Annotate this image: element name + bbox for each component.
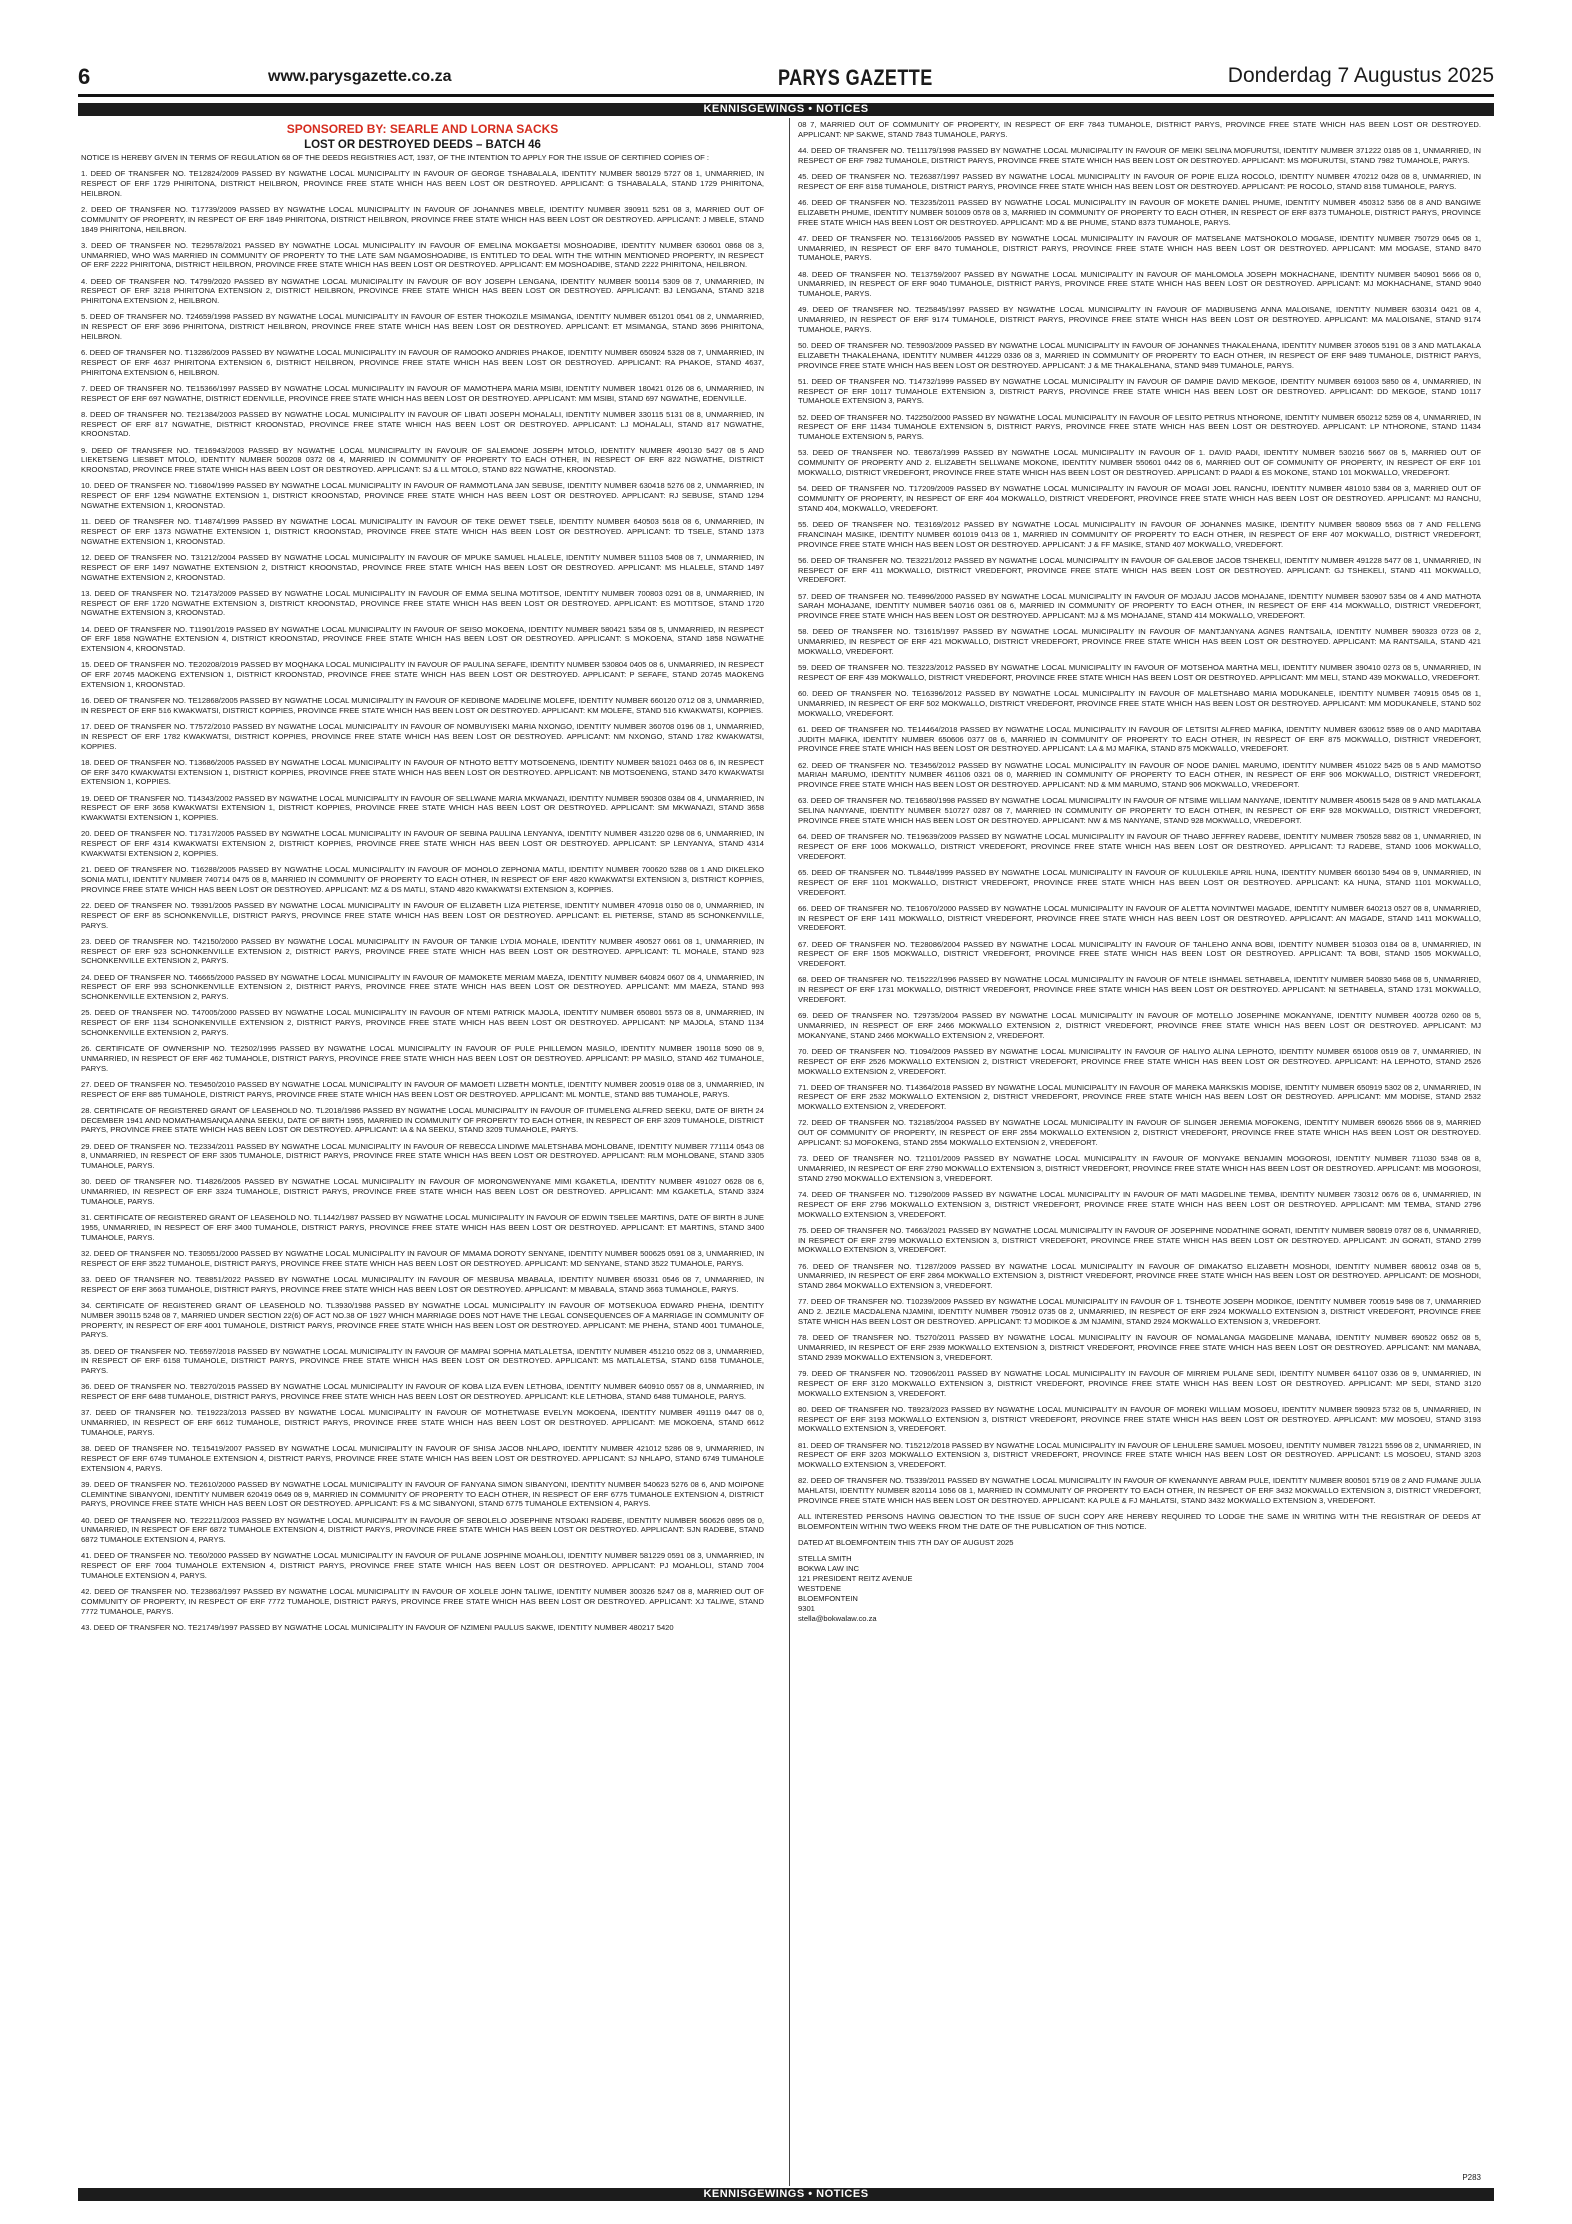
email-address[interactable]: stella@bokwalaw.co.za xyxy=(798,1614,877,1624)
masthead-rule xyxy=(78,94,1494,97)
deed-entry: 66. DEED OF TRANSFER NO. TE10670/2000 PASSED BY NGWATHE LOCAL MUNICIPALITY IN FAVOUR OF ALETTA NOVINTWEI MAGADE, IDENTITY NUMBER 640213 0527 08 8, UNMARRIED, IN RESPECT OF ERF 1411 MOKWALLO, DISTRICT VREDEFORT, PROVINCE FREE STATE WHICH HAS BEEN LOST OR DESTROYED. APPLICANT: AN MAGADE, STAND 1411 MOKWALLO, VREDEFORT. xyxy=(798,903,1481,933)
deed-entry: 72. DEED OF TRANSFER NO. T32185/2004 PASSED BY NGWATHE LOCAL MUNICIPALITY IN FAVOUR OF SLINGER JEREMIA MOFOKENG, IDENTITY NUMBER 690626 5566 08 9, MARRIED OUT OF COMMUNITY OF PROPERTY, IN RESPECT OF ERF 2554 MOKWALLO EXTENSION 2, DISTRICT VREDEFORT, PROVINCE FREE STATE WHICH HAS BEEN LOST OR DESTROYED. APPLICANT: SJ MOFOKENG, STAND 2554 MOKWALLO EXTENSION 2, VREDEFORT. xyxy=(798,1118,1481,1148)
deed-list-right xyxy=(798,120,1481,1506)
address-line: 9301 xyxy=(798,1604,815,1614)
notice-intro: NOTICE IS HEREBY GIVEN IN TERMS OF REGULATION 68 OF THE DEEDS REGISTRIES ACT, 1937, OF THE INTENTION TO APPLY FOR THE ISSUE OF CERTIFIED COPIES OF : xyxy=(81,153,710,162)
deed-entry: 64. DEED OF TRANSFER NO. TE19639/2009 PASSED BY NGWATHE LOCAL MUNICIPALITY IN FAVOUR OF THABO JEFFREY RADEBE, IDENTITY NUMBER 750528 5882 08 1, UNMARRIED, IN RESPECT OF ERF 1006 MOKWALLO, DISTRICT VREDEFORT, PROVINCE FREE STATE WHICH HAS BEEN LOST OR DESTROYED. APPLICANT: TJ RADEBE, STAND 1006 MOKWALLO, VREDEFORT. xyxy=(798,832,1481,861)
deed-entry: 29. DEED OF TRANSFER NO. TE2334/2011 PASSED BY NGWATHE LOCAL MUNICIPALITY IN FAVOUR OF REBECCA LINDIWE MALETSHABA MOHLOBANE, IDENTITY NUMBER 771114 0543 08 8, UNMARRIED, IN RESPECT OF ERF 3305 TUMAHOLE, DISTRICT PARYS, PROVINCE FREE STATE WHICH HAS BEEN LOST OR DESTROYED. APPLICANT: RLM MOHLOBANE, STAND 3305 TUMAHOLE, PARYS. xyxy=(81,1141,764,1171)
deed-entry: 24. DEED OF TRANSFER NO. T46665/2000 PASSED BY NGWATHE LOCAL MUNICIPALITY IN FAVOUR OF MAMOKETE MERIAM MAEZA, IDENTITY NUMBER 640824 0607 08 4, UNMARRIED, IN RESPECT OF ERF 993 SCHONKENVILLE EXTENSION 2, DISTRICT PARYS, PROVINCE FREE STATE WHICH HAS BEEN LOST OR DESTROYED. APPLICANT: MM MAEZA, STAND 993 SCHONKENVILLE EXTENSION 2, PARYS. xyxy=(81,972,764,1002)
deed-entry: 17. DEED OF TRANSFER NO. T7572/2010 PASSED BY NGWATHE LOCAL MUNICIPALITY IN FAVOUR OF NOMBUYISEKI MARIA NXONGO, IDENTITY NUMBER 360708 0196 08 1, UNMARRIED, IN RESPECT OF ERF 1782 KWAKWATSI, DISTRICT KOPPIES, PROVINCE FREE STATE WHICH HAS BEEN LOST OR DESTROYED. APPLICANT: NM NXONGO, STAND 1782 KWAKWATSI, KOPPIES. xyxy=(81,722,764,751)
deed-entry: 30. DEED OF TRANSFER NO. T14826/2005 PASSED BY NGWATHE LOCAL MUNICIPALITY IN FAVOUR OF MORONGWENYANE MIMI KGAKETLA, IDENTITY NUMBER 491027 0628 08 6, UNMARRIED, IN RESPECT OF ERF 3324 TUMAHOLE, DISTRICT PARYS, PROVINCE FREE STATE WHICH HAS BEEN LOST OR DESTROYED. APPLICANT: MM KGAKETLA, STAND 3324 TUMAHOLE, PARYS. xyxy=(81,1177,764,1207)
column-divider xyxy=(789,118,790,2186)
deed-entry: 51. DEED OF TRANSFER NO. T14732/1999 PASSED BY NGWATHE LOCAL MUNICIPALITY IN FAVOUR OF DAMPIE DAVID MEKGOE, IDENTITY NUMBER 691003 5850 08 4, UNMARRIED, IN RESPECT OF ERF 10117 TUMAHOLE EXTENSION 3, DISTRICT PARYS, PROVINCE FREE STATE WHICH HAS BEEN LOST OR DESTROYED. APPLICANT: DD MEKGOE, STAND 10117 TUMAHOLE EXTENSION 3, PARYS. xyxy=(798,376,1481,406)
deed-entry: 60. DEED OF TRANSFER NO. TE16396/2012 PASSED BY NGWATHE LOCAL MUNICIPALITY IN FAVOUR OF MALETSHABO MARIA MODUKANELE, IDENTITY NUMBER 740915 0545 08 1, UNMARRIED, IN RESPECT OF ERF 502 MOKWALLO, DISTRICT VREDEFORT, PROVINCE FREE STATE WHICH HAS BEEN LOST OR DESTROYED. APPLICANT: MM MODUKANELE, STAND 502 MOKWALLO, VREDEFORT. xyxy=(798,689,1481,718)
deed-entry: 15. DEED OF TRANSFER NO. TE20208/2019 PASSED BY MOQHAKA LOCAL MUNICIPALITY IN FAVOUR OF PAULINA SEFAFE, IDENTITY NUMBER 530804 0405 08 6, UNMARRIED, IN RESPECT OF ERF 20745 MAOKENG EXTENSION 1, DISTRICT KROONSTAD, PROVINCE FREE STATE WHICH HAS BEEN LOST OR DESTROYED. APPLICANT: P SEFAFE, STAND 20745 MAOKENG EXTENSION 1, KROONSTAD. xyxy=(81,660,764,689)
deed-entry: 22. DEED OF TRANSFER NO. T9391/2005 PASSED BY NGWATHE LOCAL MUNICIPALITY IN FAVOUR OF ELIZABETH LIZA PIETERSE, IDENTITY NUMBER 470918 0150 08 0, UNMARRIED, IN RESPECT OF ERF 85 SCHONKENVILLE, DISTRICT PARYS, PROVINCE FREE STATE WHICH HAS BEEN LOST OR DESTROYED. APPLICANT: EL PIETERSE, STAND 85 SCHONKENVILLE, PARYS. xyxy=(81,901,764,930)
notice-column-right xyxy=(798,120,1481,2183)
deed-entry: 50. DEED OF TRANSFER NO. TE5903/2009 PASSED BY NGWATHE LOCAL MUNICIPALITY IN FAVOUR OF JOHANNES THAKALEHANA, IDENTITY NUMBER 370605 5191 08 3 AND MATLAKALA ELIZABETH THAKALEHANA, IDENTITY NUMBER 441229 0336 08 3, MARRIED IN COMMUNITY OF PROPERTY TO EACH OTHER, IN RESPECT OF ERF 9489 TUMAHOLE, DISTRICT PARYS, PROVINCE FREE STATE WHICH HAS BEEN LOST OR DESTROYED. APPLICANT: J & ME THAKALEHANA, STAND 9489 TUMAHOLE, PARYS. xyxy=(798,341,1481,370)
deed-entry: 47. DEED OF TRANSFER NO. TE13166/2005 PASSED BY NGWATHE LOCAL MUNICIPALITY IN FAVOUR OF MATSELANE MATSHOKOLO MOGASE, IDENTITY NUMBER 750729 0645 08 1, UNMARRIED, IN RESPECT OF ERF 8470 TUMAHOLE, DISTRICT PARYS, PROVINCE FREE STATE WHICH HAS BEEN LOST OR DESTROYED. APPLICANT: MM MOGASE, STAND 8470 TUMAHOLE, PARYS. xyxy=(798,233,1481,263)
deed-entry: 32. DEED OF TRANSFER NO. TE30551/2000 PASSED BY NGWATHE LOCAL MUNICIPALITY IN FAVOUR OF MMAMA DOROTY SENYANE, IDENTITY NUMBER 500625 0591 08 3, UNMARRIED, IN RESPECT OF ERF 3522 TUMAHOLE, DISTRICT PARYS, PROVINCE FREE STATE WHICH HAS BEEN LOST OR DESTROYED. APPLICANT: MD SENYANE, STAND 3522 TUMAHOLE, PARYS. xyxy=(81,1249,764,1268)
deed-entry: 13. DEED OF TRANSFER NO. T21473/2009 PASSED BY NGWATHE LOCAL MUNICIPALITY IN FAVOUR OF EMMA SELINA MOTITSOE, IDENTITY NUMBER 700803 0291 08 8, UNMARRIED, IN RESPECT OF ERF 1720 NGWATHE EXTENSION 3, DISTRICT KROONSTAD, PROVINCE FREE STATE WHICH HAS BEEN LOST OR DESTROYED. APPLICANT: ES MOTITSOE, STAND 1720 NGWATHE EXTENSION 3, KROONSTAD. xyxy=(81,588,764,618)
deed-entry: 08 7, MARRIED OUT OF COMMUNITY OF PROPERTY, IN RESPECT OF ERF 7843 TUMAHOLE, DISTRICT PARYS, PROVINCE FREE STATE WHICH HAS BEEN LOST OR DESTROYED. APPLICANT: NP SAKWE, STAND 7843 TUMAHOLE, PARYS. xyxy=(798,120,1481,139)
deed-entry: 46. DEED OF TRANSFER NO. TE3235/2011 PASSED BY NGWATHE LOCAL MUNICIPALITY IN FAVOUR OF MOKETE DANIEL PHUME, IDENTITY NUMBER 450312 5356 08 8 AND BANGIWE ELIZABETH PHUME, IDENTITY NUMBER 501009 0578 08 3, MARRIED IN COMMUNITY OF PROPERTY TO EACH OTHER, IN RESPECT OF ERF 8373 TUMAHOLE, DISTRICT PARYS, PROVINCE FREE STATE WHICH HAS BEEN LOST OR DESTROYED. APPLICANT: MD & BE PHUME, STAND 8373 TUMAHOLE, PARYS. xyxy=(798,197,1481,227)
deed-entry: 71. DEED OF TRANSFER NO. T14364/2018 PASSED BY NGWATHE LOCAL MUNICIPALITY IN FAVOUR OF MAREKA MARKSKIS MODISE, IDENTITY NUMBER 650919 5302 08 2, UNMARRIED, IN RESPECT OF ERF 2532 MOKWALLO EXTENSION 2, DISTRICT VREDEFORT, PROVINCE FREE STATE WHICH HAS BEEN LOST OR DESTROYED. APPLICANT: MM MODISE, STAND 2532 MOKWALLO EXTENSION 2, VREDEFORT. xyxy=(798,1082,1481,1112)
issue-date: Donderdag 7 Augustus 2025 xyxy=(1227,64,1494,87)
deed-entry: 20. DEED OF TRANSFER NO. T17317/2005 PASSED BY NGWATHE LOCAL MUNICIPALITY IN FAVOUR OF SEBINA PAULINA LENYANYA, IDENTITY NUMBER 431220 0298 08 6, UNMARRIED, IN RESPECT OF ERF 4314 KWAKWATSI EXTENSION 2, DISTRICT KOPPIES, PROVINCE FREE STATE WHICH HAS BEEN LOST OR DESTROYED. APPLICANT: SP LENYANYA, STAND 4314 KWAKWATSI EXTENSION 2, KOPPIES. xyxy=(81,829,764,859)
applicant-address xyxy=(798,1554,1481,1624)
deed-entry: 54. DEED OF TRANSFER NO. T17209/2009 PASSED BY NGWATHE LOCAL MUNICIPALITY IN FAVOUR OF MOAGI JOEL RANCHU, IDENTITY NUMBER 481010 5384 08 3, MARRIED OUT OF COMMUNITY OF PROPERTY, IN RESPECT OF ERF 404 MOKWALLO, DISTRICT VREDEFORT, PROVINCE FREE STATE WHICH HAS BEEN LOST OR DESTROYED. APPLICANT: MJ RANCHU, STAND 404, MOKWALLO, VREDEFORT. xyxy=(798,484,1481,513)
deed-entry: 75. DEED OF TRANSFER NO. T4663/2021 PASSED BY NGWATHE LOCAL MUNICIPALITY IN FAVOUR OF JOSEPHINE NODATHINE GORATI, IDENTITY NUMBER 580819 0787 08 6, UNMARRIED, IN RESPECT OF ERF 2799 MOKWALLO EXTENSION 3, DISTRICT VREDEFORT, PROVINCE FREE STATE WHICH HAS BEEN LOST OR DESTROYED. APPLICANT: JN GORATI, STAND 2799 MOKWALLO EXTENSION 3, VREDEFORT. xyxy=(798,1225,1481,1255)
deed-entry: 2. DEED OF TRANSFER NO. T17739/2009 PASSED BY NGWATHE LOCAL MUNICIPALITY IN FAVOUR OF JOHANNES MBELE, IDENTITY NUMBER 390911 5251 08 3, MARRIED OUT OF COMMUNITY OF PROPERTY, IN RESPECT OF ERF 1849 PHIRITONA, DISTRICT HEILBRON, PROVINCE FREE STATE WHICH HAS BEEN LOST OR DESTROYED. APPLICANT: J MBELE, STAND 1849 PHIRITONA, HEILBRON. xyxy=(81,204,764,234)
deed-entry: 63. DEED OF TRANSFER NO. TE16580/1998 PASSED BY NGWATHE LOCAL MUNICIPALITY IN FAVOUR OF NTSIME WILLIAM NANYANE, IDENTITY NUMBER 450615 5428 08 9 AND MATLAKALA SELINA NANYANE, IDENTITY NUMBER 510727 0287 08 7, MARRIED IN COMMUNITY OF PROPERTY TO EACH OTHER, IN RESPECT OF ERF 928 MOKWALLO, DISTRICT VREDEFORT, PROVINCE FREE STATE WHICH HAS BEEN LOST OR DESTROYED. APPLICANT: NW & MS NANYANE, STAND 928 MOKWALLO, VREDEFORT. xyxy=(798,796,1481,826)
deed-entry: 79. DEED OF TRANSFER NO. T20906/2011 PASSED BY NGWATHE LOCAL MUNICIPALITY IN FAVOUR OF MIRRIEM PULANE SEDI, IDENTITY NUMBER 641107 0336 08 9, UNMARRIED, IN RESPECT OF ERF 3120 MOKWALLO EXTENSION 3, DISTRICT VREDEFORT, PROVINCE FREE STATE WHICH HAS BEEN LOST OR DESTROYED. APPLICANT: MP SEDI, STAND 3120 MOKWALLO EXTENSION 3, VREDEFORT. xyxy=(798,1368,1481,1398)
notice-heading: LOST OR DESTROYED DEEDS – BATCH 46 xyxy=(304,139,541,151)
deed-entry: 74. DEED OF TRANSFER NO. T1290/2009 PASSED BY NGWATHE LOCAL MUNICIPALITY IN FAVOUR OF MATI MAGDELINE TEMBA, IDENTITY NUMBER 730312 0676 08 6, UNMARRIED, IN RESPECT OF ERF 2796 MOKWALLO EXTENSION 3, DISTRICT VREDEFORT, PROVINCE FREE STATE WHICH HAS BEEN LOST OR DESTROYED. APPLICANT: MM TEMBA, STAND 2796 MOKWALLO EXTENSION 3, VREDEFORT. xyxy=(798,1190,1481,1219)
deed-entry: 69. DEED OF TRANSFER NO. T29735/2004 PASSED BY NGWATHE LOCAL MUNICIPALITY IN FAVOUR OF MOTELLO JOSEPHINE MOKANYANE, IDENTITY NUMBER 400728 0260 08 5, UNMARRIED, IN RESPECT OF ERF 2466 MOKWALLO EXTENSION 2, DISTRICT VREDEFORT, PROVINCE FREE STATE WHICH HAS BEEN LOST OR DESTROYED. APPLICANT: MJ MOKANYANE, STAND 2466 MOKWALLO EXTENSION 2, VREDEFORT. xyxy=(798,1011,1481,1040)
deed-entry: 73. DEED OF TRANSFER NO. T21101/2009 PASSED BY NGWATHE LOCAL MUNICIPALITY IN FAVOUR OF MONYAKE BENJAMIN MOGOROSI, IDENTITY NUMBER 711030 5348 08 8, UNMARRIED, IN RESPECT OF ERF 2790 MOKWALLO EXTENSION 3, DISTRICT VREDEFORT, PROVINCE FREE STATE WHICH HAS BEEN LOST OR DESTROYED. APPLICANT: MB MOGOROSI, STAND 2790 MOKWALLO EXTENSION 3, VREDEFORT. xyxy=(798,1154,1481,1183)
deed-entry: 59. DEED OF TRANSFER NO. TE3223/2012 PASSED BY NGWATHE LOCAL MUNICIPALITY IN FAVOUR OF MOTSEHOA MARTHA MELI, IDENTITY NUMBER 390410 0273 08 5, UNMARRIED, IN RESPECT OF ERF 439 MOKWALLO, DISTRICT VREDEFORT, PROVINCE FREE STATE WHICH HAS BEEN LOST OR DESTROYED. APPLICANT: MM MELI, STAND 439 MOKWALLO, VREDEFORT. xyxy=(798,663,1481,682)
deed-entry: 36. DEED OF TRANSFER NO. TE8270/2015 PASSED BY NGWATHE LOCAL MUNICIPALITY IN FAVOUR OF KOBA LIZA EVEN LETHOBA, IDENTITY NUMBER 640910 0557 08 8, UNMARRIED, IN RESPECT OF ERF 6488 TUMAHOLE, DISTRICT PARYS, PROVINCE FREE STATE WHICH HAS BEEN LOST OR DESTROYED. APPLICANT: KLE LETHOBA, STAND 6488 TUMAHOLE, PARYS. xyxy=(81,1382,764,1402)
deed-entry: 41. DEED OF TRANSFER NO. TE60/2000 PASSED BY NGWATHE LOCAL MUNICIPALITY IN FAVOUR OF PULANE JOSPHINE MOAHLOLI, IDENTITY NUMBER 581229 0591 08 3, UNMARRIED, IN RESPECT OF ERF 7004 TUMAHOLE EXTENSION 4, DISTRICT PARYS, PROVINCE FREE STATE WHICH HAS BEEN LOST OR DESTROYED. APPLICANT: PJ MOAHLOLI, STAND 7004 TUMAHOLE EXTENSION 4, PARYS. xyxy=(81,1551,764,1581)
deed-entry: 6. DEED OF TRANSFER NO. T13286/2009 PASSED BY NGWATHE LOCAL MUNICIPALITY IN FAVOUR OF RAMOOKO ANDRIES PHAKOE, IDENTITY NUMBER 650924 5328 08 7, UNMARRIED, IN RESPECT OF ERF 4637 PHIRITONA EXTENSION 6, DISTRICT HEILBRON, PROVINCE FREE STATE WHICH HAS BEEN LOST OR DESTROYED. APPLICANT: RA PHAKOE, STAND 4637, PHIRITONA EXTENSION 6, HEILBRON. xyxy=(81,348,764,377)
notice-column-left xyxy=(81,120,764,2183)
deed-entry: 8. DEED OF TRANSFER NO. TE21384/2003 PASSED BY NGWATHE LOCAL MUNICIPALITY IN FAVOUR OF LIBATI JOSEPH MOHALALI, IDENTITY NUMBER 330115 5131 08 8, UNMARRIED, IN RESPECT OF ERF 817 NGWATHE, DISTRICT KROONSTAD, PROVINCE FREE STATE WHICH HAS BEEN LOST OR DESTROYED. APPLICANT: LJ MOHALALI, STAND 817 NGWATHE, KROONSTAD. xyxy=(81,409,764,439)
deed-entry: 11. DEED OF TRANSFER NO. T14874/1999 PASSED BY NGWATHE LOCAL MUNICIPALITY IN FAVOUR OF TEKE DEWET TSELE, IDENTITY NUMBER 640503 5618 08 6, UNMARRIED, IN RESPECT OF ERF 1373 NGWATHE EXTENSION 1, DISTRICT KROONSTAD, PROVINCE FREE STATE WHICH HAS BEEN LOST OR DESTROYED. APPLICANT: TD TSELE, STAND 1373 NGWATHE EXTENSION 1, KROONSTAD. xyxy=(81,517,764,546)
section-banner-top: KENNISGEWINGS • NOTICES xyxy=(78,103,1494,116)
deed-entry: 43. DEED OF TRANSFER NO. TE21749/1997 PASSED BY NGWATHE LOCAL MUNICIPALITY IN FAVOUR OF NZIMENI PAULUS SAKWE, IDENTITY NUMBER 480217 5420 xyxy=(81,1623,674,1633)
deed-entry: 19. DEED OF TRANSFER NO. T14343/2002 PASSED BY NGWATHE LOCAL MUNICIPALITY IN FAVOUR OF SELLWANE MARIA MKWANAZI, IDENTITY NUMBER 590308 0384 08 4, UNMARRIED, IN RESPECT OF ERF 3658 KWAKWATSI EXTENSION 1, DISTRICT KOPPIES, PROVINCE FREE STATE WHICH HAS BEEN LOST OR DESTROYED. APPLICANT: SM MKWANAZI, STAND 3658 KWAKWATSI EXTENSION 1, KOPPIES. xyxy=(81,793,764,823)
deed-entry: 52. DEED OF TRANSFER NO. T42250/2000 PASSED BY NGWATHE LOCAL MUNICIPALITY IN FAVOUR OF LESITO PETRUS NTHORONE, IDENTITY NUMBER 650212 5259 08 4, UNMARRIED, IN RESPECT OF ERF 11434 TUMAHOLE EXTENSION 5, DISTRICT PARYS, PROVINCE FREE STATE WHICH HAS BEEN LOST OR DESTROYED. APPLICANT: LP NTHORONE, STAND 11434 TUMAHOLE EXTENSION 5, PARYS. xyxy=(798,412,1481,442)
deed-entry: 40. DEED OF TRANSFER NO. TE22211/2003 PASSED BY NGWATHE LOCAL MUNICIPALITY IN FAVOUR OF SEBOLELO JOSEPHINE NTSOAKI RADEBE, IDENTITY NUMBER 560626 0895 08 0, UNMARRIED, IN RESPECT OF ERF 6872 TUMAHOLE EXTENSION 4, DISTRICT PARYS, PROVINCE FREE STATE WHICH HAS BEEN LOST OR DESTROYED. APPLICANT: SJN RADEBE, STAND 6872 TUMAHOLE EXTENSION 4, PARYS. xyxy=(81,1515,764,1545)
deed-entry: 44. DEED OF TRANSFER NO. TE11179/1998 PASSED BY NGWATHE LOCAL MUNICIPALITY IN FAVOUR OF MEIKI SELINA MOFURUTSI, IDENTITY NUMBER 371222 0185 08 1, UNMARRIED, IN RESPECT OF ERF 7982 TUMAHOLE, DISTRICT PARYS, PROVINCE FREE STATE WHICH HAS BEEN LOST OR DESTROYED. APPLICANT: MS MOFURUTSI, STAND 7982 TUMAHOLE, PARYS. xyxy=(798,145,1481,165)
deed-entry: 62. DEED OF TRANSFER NO. TE3456/2012 PASSED BY NGWATHE LOCAL MUNICIPALITY IN FAVOUR OF NOOE DANIEL MARUMO, IDENTITY NUMBER 451022 5425 08 5 AND MAMOTSO MARIAH MARUMO, IDENTITY NUMBER 461106 0321 08 0, MARRIED IN COMMUNITY OF PROPERTY TO EACH OTHER, IN RESPECT OF ERF 906 MOKWALLO, DISTRICT VREDEFORT, PROVINCE FREE STATE WHICH HAS BEEN LOST OR DESTROYED. APPLICANT: ND & MM MARUMO, STAND 906 MOKWALLO, VREDEFORT. xyxy=(798,760,1481,790)
deed-entry: 34. CERTIFICATE OF REGISTERED GRANT OF LEASEHOLD NO. TL3930/1988 PASSED BY NGWATHE LOCAL MUNICIPALITY IN FAVOUR OF MOTSEKUOA EDWARD PHEHA, IDENTITY NUMBER 390115 5248 08 7, MARRIED UNDER SECTION 22(6) OF ACT NO.38 OF 1927 WHICH MARRIAGE DOES NOT HAVE THE LEGAL CONSEQUENCES OF A MARRIAGE IN COMMUNITY OF PROPERTY, IN RESPECT OF ERF 4001 TUMAHOLE, DISTRICT PARYS, PROVINCE FREE STATE WHICH HAS BEEN LOST OR DESTROYED. APPLICANT: ME PHEHA, STAND 4001 TUMAHOLE, PARYS. xyxy=(81,1300,764,1340)
deed-entry: 78. DEED OF TRANSFER NO. T5270/2011 PASSED BY NGWATHE LOCAL MUNICIPALITY IN FAVOUR OF NOMALANGA MAGDELINE MANABA, IDENTITY NUMBER 690522 0652 08 5, UNMARRIED, IN RESPECT OF ERF 2939 MOKWALLO EXTENSION 3, DISTRICT VREDEFORT, PROVINCE FREE STATE WHICH HAS BEEN LOST OR DESTROYED. APPLICANT: NM MANABA, STAND 2939 MOKWALLO EXTENSION 3, VREDEFORT. xyxy=(798,1333,1481,1362)
deed-entry: 55. DEED OF TRANSFER NO. TE3169/2012 PASSED BY NGWATHE LOCAL MUNICIPALITY IN FAVOUR OF JOHANNES MASIKE, IDENTITY NUMBER 580809 5563 08 7 AND FELLENG FRANCINAH MASIKE, IDENTITY NUMBER 601019 0413 08 1, MARRIED IN COMMUNITY OF PROPERTY TO EACH OTHER, IN RESPECT OF ERF 407 MOKWALLO, DISTRICT VREDEFORT, PROVINCE FREE STATE WHICH HAS BEEN LOST OR DESTROYED. APPLICANT: J & FF MASIKE, STAND 407 MOKWALLO, VREDEFORT. xyxy=(798,519,1481,549)
deed-entry: 80. DEED OF TRANSFER NO. T8923/2023 PASSED BY NGWATHE LOCAL MUNICIPALITY IN FAVOUR OF MOREKI WILLIAM MOSOEU, IDENTITY NUMBER 590923 5732 08 5, UNMARRIED, IN RESPECT OF ERF 3193 MOKWALLO EXTENSION 3, DISTRICT VREDEFORT, PROVINCE FREE STATE WHICH HAS BEEN LOST OR DESTROYED. APPLICANT: MW MOSOEU, STAND 3193 MOKWALLO EXTENSION 3, VREDEFORT. xyxy=(798,1404,1481,1434)
deed-entry: 48. DEED OF TRANSFER NO. TE13759/2007 PASSED BY NGWATHE LOCAL MUNICIPALITY IN FAVOUR OF MAHLOMOLA JOSEPH MOKHACHANE, IDENTITY NUMBER 540901 5666 08 0, UNMARRIED, IN RESPECT OF ERF 9040 TUMAHOLE, DISTRICT PARYS, PROVINCE FREE STATE WHICH HAS BEEN LOST OR DESTROYED. APPLICANT: MJ MOKHACHANE, STAND 9040 TUMAHOLE, PARYS. xyxy=(798,269,1481,299)
deed-entry: 26. CERTIFICATE OF OWNERSHIP NO. TE2502/1995 PASSED BY NGWATHE LOCAL MUNICIPALITY IN FAVOUR OF PULE PHILLEMON MASILO, IDENTITY NUMBER 190118 5090 08 9, UNMARRIED, IN RESPECT OF ERF 462 TUMAHOLE, DISTRICT PARYS, PROVINCE FREE STATE WHICH HAS BEEN LOST OR DESTROYED. APPLICANT: PP MASILO, STAND 462 TUMAHOLE, PARYS. xyxy=(81,1044,764,1073)
deed-entry: 1. DEED OF TRANSFER NO. TE12824/2009 PASSED BY NGWATHE LOCAL MUNICIPALITY IN FAVOUR OF GEORGE TSHABALALA, IDENTITY NUMBER 580129 5727 08 1, UNMARRIED, IN RESPECT OF ERF 1729 PHIRITONA, DISTRICT HEILBRON, PROVINCE FREE STATE WHICH HAS BEEN LOST OR DESTROYED. APPLICANT: G TSHABALALA, STAND 1729 PHIRITONA, HEILBRON. xyxy=(81,169,764,198)
website-link[interactable]: www.parysgazette.co.za xyxy=(268,68,452,85)
deed-entry: 23. DEED OF TRANSFER NO. T42150/2000 PASSED BY NGWATHE LOCAL MUNICIPALITY IN FAVOUR OF TANKIE LYDIA MOHALE, IDENTITY NUMBER 490527 0661 08 1, UNMARRIED, IN RESPECT OF ERF 923 SCHONKENVILLE EXTENSION 2, DISTRICT PARYS, PROVINCE FREE STATE WHICH HAS BEEN LOST OR DESTROYED. APPLICANT: TL MOHALE, STAND 923 SCHONKENVILLE EXTENSION 2, PARYS. xyxy=(81,936,764,966)
masthead xyxy=(78,64,1494,92)
deed-entry: 31. CERTIFICATE OF REGISTERED GRANT OF LEASEHOLD NO. TL1442/1987 PASSED BY NGWATHE LOCAL MUNICIPALITY IN FAVOUR OF EDWIN TSELEE MARTINS, DATE OF BIRTH 8 JUNE 1955, UNMARRIED, IN RESPECT OF ERF 3400 TUMAHOLE, DISTRICT PARYS, PROVINCE FREE STATE WHICH HAS BEEN LOST OR DESTROYED. APPLICANT: ET MARTINS, STAND 3400 TUMAHOLE, PARYS. xyxy=(81,1213,764,1242)
deed-entry: 45. DEED OF TRANSFER NO. TE26387/1997 PASSED BY NGWATHE LOCAL MUNICIPALITY IN FAVOUR OF POPIE ELIZA ROCOLO, IDENTITY NUMBER 470212 0428 08 8, UNMARRIED, IN RESPECT OF ERF 8158 TUMAHOLE, DISTRICT PARYS, PROVINCE FREE STATE WHICH HAS BEEN LOST OR DESTROYED. APPLICANT: PE ROCOLO, STAND 8158 TUMAHOLE, PARYS. xyxy=(798,171,1481,191)
deed-entry: 7. DEED OF TRANSFER NO. TE15366/1997 PASSED BY NGWATHE LOCAL MUNICIPALITY IN FAVOUR OF MAMOTHEPA MARIA MSIBI, IDENTITY NUMBER 180421 0126 08 6, UNMARRIED, IN RESPECT OF ERF 697 NGWATHE, DISTRICT EDENVILLE, PROVINCE FREE STATE WHICH HAS BEEN LOST OR DESTROYED. APPLICANT: MM MSIBI, STAND 697 NGWATHE, EDENVILLE. xyxy=(81,383,764,403)
deed-entry: 82. DEED OF TRANSFER NO. T5339/2011 PASSED BY NGWATHE LOCAL MUNICIPALITY IN FAVOUR OF KWENANNYE ABRAM PULE, IDENTITY NUMBER 800501 5719 08 2 AND FUMANE JULIA MAHLATSI, IDENTITY NUMBER 820114 1056 08 1, MARRIED IN COMMUNITY OF PROPERTY TO EACH OTHER, IN RESPECT OF ERF 3432 MOKWALLO EXTENSION 3, DISTRICT VREDEFORT, PROVINCE FREE STATE WHICH HAS BEEN LOST OR DESTROYED. APPLICANT: KA PULE & FJ MAHLATSI, STAND 3432 MOKWALLO EXTENSION 3, VREDEFORT. xyxy=(798,1476,1481,1505)
paper-name: PARYS GAZETTE xyxy=(778,65,933,90)
deed-entry: 57. DEED OF TRANSFER NO. TE4996/2000 PASSED BY NGWATHE LOCAL MUNICIPALITY IN FAVOUR OF MOJAJU JACOB MOHAJANE, IDENTITY NUMBER 530907 5354 08 4 AND MATHOTA SARAH MOHAJANE, IDENTITY NUMBER 540716 0361 08 6, MARRIED IN COMMUNITY OF PROPERTY TO EACH OTHER, IN RESPECT OF ERF 414 MOKWALLO, DISTRICT VREDEFORT, PROVINCE FREE STATE WHICH HAS BEEN LOST OR DESTROYED. APPLICANT: MJ & MS MOHAJANE, STAND 414 MOKWALLO, VREDEFORT. xyxy=(798,591,1481,621)
deed-entry: 70. DEED OF TRANSFER NO. T1094/2009 PASSED BY NGWATHE LOCAL MUNICIPALITY IN FAVOUR OF HALIYO ALINA LEPHOTO, IDENTITY NUMBER 651008 0519 08 7, UNMARRIED, IN RESPECT OF ERF 2526 MOKWALLO EXTENSION 2, DISTRICT VREDEFORT, PROVINCE FREE STATE WHICH HAS BEEN LOST OR DESTROYED. APPLICANT: HA LEPHOTO, STAND 2526 MOKWALLO EXTENSION 2, VREDEFORT. xyxy=(798,1046,1481,1076)
deed-entry: 37. DEED OF TRANSFER NO. TE19223/2013 PASSED BY NGWATHE LOCAL MUNICIPALITY IN FAVOUR OF MOTHETWASE EVELYN MOKOENA, IDENTITY NUMBER 491119 0447 08 0, UNMARRIED, IN RESPECT OF ERF 6612 TUMAHOLE, DISTRICT PARYS, PROVINCE FREE STATE WHICH HAS BEEN LOST OR DESTROYED. APPLICANT: ME MOKOENA, STAND 6612 TUMAHOLE, PARYS. xyxy=(81,1408,764,1437)
sponsor-line: SPONSORED BY: SEARLE AND LORNA SACKS xyxy=(286,122,559,136)
deed-entry: 5. DEED OF TRANSFER NO. T24659/1998 PASSED BY NGWATHE LOCAL MUNICIPALITY IN FAVOUR OF ESTER THOKOZILE MSIMANGA, IDENTITY NUMBER 651201 0541 08 2, UNMARRIED, IN RESPECT OF ERF 3696 PHIRITONA, DISTRICT HEILBRON, PROVINCE FREE STATE WHICH HAS BEEN LOST OR DESTROYED. APPLICANT: ET MSIMANGA, STAND 3696 PHIRITONA, HEILBRON. xyxy=(81,312,764,341)
address-line: BLOEMFONTEIN xyxy=(798,1594,858,1604)
deed-entry: 4. DEED OF TRANSFER NO. T4799/2020 PASSED BY NGWATHE LOCAL MUNICIPALITY IN FAVOUR OF BOY JOSEPH LENGANA, IDENTITY NUMBER 500114 5309 08 7, UNMARRIED, IN RESPECT OF ERF 3218 PHIRITONA EXTENSION 2, DISTRICT HEILBRON, PROVINCE FREE STATE WHICH HAS BEEN LOST OR DESTROYED. APPLICANT: BJ LENGANA, STAND 3218 PHIRITONA EXTENSION 2, HEILBRON. xyxy=(81,276,764,306)
deed-entry: 9. DEED OF TRANSFER NO. TE16943/2003 PASSED BY NGWATHE LOCAL MUNICIPALITY IN FAVOUR OF SALEMONE JOSEPH MTOLO, IDENTITY NUMBER 490130 5427 08 5 AND LIEKETSENG LIESBET MTOLO, IDENTITY NUMBER 500208 0372 08 4, MARRIED IN COMMUNITY OF PROPERTY TO EACH OTHER, IN RESPECT OF ERF 822 NGWATHE, DISTRICT KROONSTAD, PROVINCE FREE STATE WHICH HAS BEEN LOST OR DESTROYED. APPLICANT: SJ & LL MTOLO, STAND 822 NGWATHE, KROONSTAD. xyxy=(81,445,764,475)
deed-entry: 25. DEED OF TRANSFER NO. T47005/2000 PASSED BY NGWATHE LOCAL MUNICIPALITY IN FAVOUR OF NTEMI PATRICK MAJOLA, IDENTITY NUMBER 650801 5573 08 8, UNMARRIED, IN RESPECT OF ERF 1134 SCHONKENVILLE EXTENSION 2, DISTRICT PARYS, PROVINCE FREE STATE WHICH HAS BEEN LOST OR DESTROYED. APPLICANT: NP MAJOLA, STAND 1134 SCHONKENVILLE EXTENSION 2, PARYS. xyxy=(81,1008,764,1037)
deed-entry: 42. DEED OF TRANSFER NO. TE23863/1997 PASSED BY NGWATHE LOCAL MUNICIPALITY IN FAVOUR OF XOLELE JOHN TALIWE, IDENTITY NUMBER 300326 5247 08 8, MARRIED OUT OF COMMUNITY OF PROPERTY, IN RESPECT OF ERF 7772 TUMAHOLE, DISTRICT PARYS, PROVINCE FREE STATE WHICH HAS BEEN LOST OR DESTROYED. APPLICANT: XJ TALIWE, STAND 7772 TUMAHOLE, PARYS. xyxy=(81,1587,764,1616)
deed-entry: 10. DEED OF TRANSFER NO. T16804/1999 PASSED BY NGWATHE LOCAL MUNICIPALITY IN FAVOUR OF RAMMOTLANA JAN SEBUSE, IDENTITY NUMBER 630418 5276 08 2, UNMARRIED, IN RESPECT OF ERF 1294 NGWATHE EXTENSION 1, DISTRICT KROONSTAD, PROVINCE FREE STATE WHICH HAS BEEN LOST OR DESTROYED. APPLICANT: RJ SEBUSE, STAND 1294 NGWATHE EXTENSION 1, KROONSTAD. xyxy=(81,481,764,511)
closing-statement: ALL INTERESTED PERSONS HAVING OBJECTION TO THE ISSUE OF SUCH COPY ARE HEREBY REQUIRED TO LODGE THE SAME IN WRITING WITH THE REGISTRAR OF DEEDS AT BLOEMFONTEIN WITHIN TWO WEEKS FROM THE DATE OF THE PUBLICATION OF THIS NOTICE. xyxy=(798,1512,1481,1531)
deed-entry: 39. DEED OF TRANSFER NO. TE2610/2000 PASSED BY NGWATHE LOCAL MUNICIPALITY IN FAVOUR OF FANYANA SIMON SIBANYONI, IDENTITY NUMBER 540623 5276 08 6, AND MOIPONE CLEMINTINE SIBANYONI, IDENTITY NUMBER 620419 0649 08 9, MARRIED IN COMMUNITY OF PROPERTY TO EACH OTHER, IN RESPECT OF ERF 6775 TUMAHOLE EXTENSION 4, DISTRICT PARYS, PROVINCE FREE STATE WHICH HAS BEEN LOST OR DESTROYED. APPLICANT: FS & MC SIBANYONI, STAND 6775 TUMAHOLE EXTENSION 4, PARYS. xyxy=(81,1479,764,1509)
deed-entry: 65. DEED OF TRANSFER NO. TL8448/1999 PASSED BY NGWATHE LOCAL MUNICIPALITY IN FAVOUR OF KULULEKILE APRIL HUNA, IDENTITY NUMBER 660130 5494 08 9, UNMARRIED, IN RESPECT OF ERF 1101 MOKWALLO, DISTRICT VREDEFORT, PROVINCE FREE STATE WHICH HAS BEEN LOST OR DESTROYED. APPLICANT: KA HUNA, STAND 1101 MOKWALLO, VREDEFORT. xyxy=(798,868,1481,897)
deed-entry: 35. DEED OF TRANSFER NO. TE6597/2018 PASSED BY NGWATHE LOCAL MUNICIPALITY IN FAVOUR OF MAMPAI SOPHIA MATLALETSA, IDENTITY NUMBER 451210 0522 08 3, UNMARRIED, IN RESPECT OF ERF 6158 TUMAHOLE, DISTRICT PARYS, PROVINCE FREE STATE WHICH HAS BEEN LOST OR DESTROYED. APPLICANT: MS MATLALETSA, STAND 6158 TUMAHOLE, PARYS. xyxy=(81,1346,764,1376)
address-line: STELLA SMITH xyxy=(798,1554,852,1564)
deed-entry: 14. DEED OF TRANSFER NO. T11901/2019 PASSED BY NGWATHE LOCAL MUNICIPALITY IN FAVOUR OF SEISO MOKOENA, IDENTITY NUMBER 580421 5354 08 5, UNMARRIED, IN RESPECT OF ERF 1858 NGWATHE EXTENSION 4, DISTRICT KROONSTAD, PROVINCE FREE STATE WHICH HAS BEEN LOST OR DESTROYED. APPLICANT: S MOKOENA, STAND 1858 NGWATHE EXTENSION 4, KROONSTAD. xyxy=(81,624,764,654)
dated-line: DATED AT BLOEMFONTEIN THIS 7TH DAY OF AUGUST 2025 xyxy=(798,1538,1014,1548)
deed-entry: 33. DEED OF TRANSFER NO. TE8851/2022 PASSED BY NGWATHE LOCAL MUNICIPALITY IN FAVOUR OF MESBUSA MBABALA, IDENTITY NUMBER 650331 0546 08 7, UNMARRIED, IN RESPECT OF ERF 3663 TUMAHOLE, DISTRICT PARYS, PROVINCE FREE STATE WHICH HAS BEEN LOST OR DESTROYED. APPLICANT: M MBABALA, STAND 3663 TUMAHOLE, PARYS. xyxy=(81,1275,764,1294)
notice-code: P283 xyxy=(1462,2173,1481,2183)
page-number: 6 xyxy=(78,64,91,89)
deed-entry: 16. DEED OF TRANSFER NO. TE12868/2005 PASSED BY NGWATHE LOCAL MUNICIPALITY IN FAVOUR OF KEDIBONE MADELINE MOLEFE, IDENTITY NUMBER 660120 0712 08 3, UNMARRIED, IN RESPECT OF ERF 516 KWAKWATSI, DISTRICT KOPPIES, PROVINCE FREE STATE WHICH HAS BEEN LOST OR DESTROYED. APPLICANT: KM MOLEFE, STAND 516 KWAKWATSI, KOPPIES. xyxy=(81,696,764,715)
deed-entry: 27. DEED OF TRANSFER NO. TE9450/2010 PASSED BY NGWATHE LOCAL MUNICIPALITY IN FAVOUR OF MAMOETI LIZBETH MONTLE, IDENTITY NUMBER 200519 0188 08 3, UNMARRIED, IN RESPECT OF ERF 885 TUMAHOLE, DISTRICT PARYS, PROVINCE FREE STATE WHICH HAS BEEN LOST OR DESTROYED. APPLICANT: ML MONTLE, STAND 885 TUMAHOLE, PARYS. xyxy=(81,1079,764,1099)
deed-entry: 67. DEED OF TRANSFER NO. TE28086/2004 PASSED BY NGWATHE LOCAL MUNICIPALITY IN FAVOUR OF TAHLEHO ANNA BOBI, IDENTITY NUMBER 510303 0184 08 8, UNMARRIED, IN RESPECT OF ERF 1505 MOKWALLO, DISTRICT VREDEFORT, PROVINCE FREE STATE WHICH HAS BEEN LOST OR DESTROYED. APPLICANT: TA BOBI, STAND 1505 MOKWALLO, VREDEFORT. xyxy=(798,939,1481,969)
deed-entry: 76. DEED OF TRANSFER NO. T1287/2009 PASSED BY NGWATHE LOCAL MUNICIPALITY IN FAVOUR OF DIMAKATSO ELIZABETH MOSHODI, IDENTITY NUMBER 680612 0348 08 5, UNMARRIED, IN RESPECT OF ERF 2864 MOKWALLO EXTENSION 3, DISTRICT VREDEFORT, PROVINCE FREE STATE WHICH HAS BEEN LOST OR DESTROYED. APPLICANT: DE MOSHODI, STAND 2864 MOKWALLO EXTENSION 3, VREDEFORT. xyxy=(798,1261,1481,1291)
deed-entry: 77. DEED OF TRANSFER NO. T10239/2009 PASSED BY NGWATHE LOCAL MUNICIPALITY IN FAVOUR OF 1. TSHEOTE JOSEPH MODIKOE, IDENTITY NUMBER 700519 5498 08 7, UNMARRIED AND 2. JEZILE MACDALENA NJAMINI, IDENTITY NUMBER 750912 0735 08 2, UNMARRIED, IN RESPECT OF ERF 2924 MOKWALLO EXTENSION 3, DISTRICT VREDEFORT, PROVINCE FREE STATE WHICH HAS BEEN LOST OR DESTROYED. APPLICANT: TJ MODIKOE & JM NJAMINI, STAND 2924 MOKWALLO EXTENSION 3, VREDEFORT. xyxy=(798,1297,1481,1326)
address-line: BOKWA LAW INC xyxy=(798,1564,860,1574)
deed-entry: 38. DEED OF TRANSFER NO. TE15419/2007 PASSED BY NGWATHE LOCAL MUNICIPALITY IN FAVOUR OF SHISA JACOB NHLAPO, IDENTITY NUMBER 421012 5286 08 9, UNMARRIED, IN RESPECT OF ERF 6749 TUMAHOLE EXTENSION 4, DISTRICT PARYS, PROVINCE FREE STATE WHICH HAS BEEN LOST OR DESTROYED. APPLICANT: SJ NHLAPO, STAND 6749 TUMAHOLE EXTENSION 4, PARYS. xyxy=(81,1444,764,1473)
section-banner-bottom: KENNISGEWINGS • NOTICES xyxy=(78,2188,1494,2201)
deed-entry: 58. DEED OF TRANSFER NO. T31615/1997 PASSED BY NGWATHE LOCAL MUNICIPALITY IN FAVOUR OF MANTJANYANA AGNES RANTSAILA, IDENTITY NUMBER 590323 0723 08 2, UNMARRIED, IN RESPECT OF ERF 421 MOKWALLO, DISTRICT VREDEFORT, PROVINCE FREE STATE WHICH HAS BEEN LOST OR DESTROYED. APPLICANT: MA RANTSAILA, STAND 421 MOKWALLO, VREDEFORT. xyxy=(798,627,1481,656)
deed-entry: 49. DEED OF TRANSFER NO. TE25845/1997 PASSED BY NGWATHE LOCAL MUNICIPALITY IN FAVOUR OF MADIBUSENG ANNA MALOISANE, IDENTITY NUMBER 630314 0421 08 4, UNMARRIED, IN RESPECT OF ERF 9174 TUMAHOLE, DISTRICT PARYS, PROVINCE FREE STATE WHICH HAS BEEN LOST OR DESTROYED. APPLICANT: MA MALOISANE, STAND 9174 TUMAHOLE, PARYS. xyxy=(798,305,1481,334)
deed-entry: 61. DEED OF TRANSFER NO. TE14464/2018 PASSED BY NGWATHE LOCAL MUNICIPALITY IN FAVOUR OF LETSITSI ALFRED MAFIKA, IDENTITY NUMBER 630612 5589 08 0 AND MADITABA JUDITH MAFIKA, IDENTITY NUMBER 650606 0377 08 6, MARRIED IN COMMUNITY OF PROPERTY TO EACH OTHER, IN RESPECT OF ERF 875 MOKWALLO, DISTRICT VREDEFORT, PROVINCE FREE STATE WHICH HAS BEEN LOST OR DESTROYED. APPLICANT: LA & MJ MAFIKA, STAND 875 MOKWALLO, VREDEFORT. xyxy=(798,724,1481,754)
deed-entry: 3. DEED OF TRANSFER NO. TE29578/2021 PASSED BY NGWATHE LOCAL MUNICIPALITY IN FAVOUR OF EMELINA MOKGAETSI MOSHOADIBE, IDENTITY NUMBER 630601 0868 08 3, UNMARRIED, WHO WAS MARRIED IN COMMUNITY OF PROPERTY TO THE LATE SAM NGAMOSHOADIBE, IS ENTITLED TO DEAL WITH THE WITHIN MENTIONED PROPERTY, IN RESPECT OF ERF 2222 PHIRITONA, DISTRICT HEILBRON, PROVINCE FREE STATE WHICH HAS BEEN LOST OR DESTROYED. APPLICANT: EM MOSHOADIBE, STAND 2222 PHIRITONA, HEILBRON. xyxy=(81,240,764,270)
deed-entry: 53. DEED OF TRANSFER NO. TE8673/1999 PASSED BY NGWATHE LOCAL MUNICIPALITY IN FAVOUR OF 1. DAVID PAADI, IDENTITY NUMBER 530216 5667 08 5, MARRIED OUT OF COMMUNITY OF PROPERTY AND 2. ELIZABETH SELLWANE MOKONE, IDENTITY NUMBER 550601 0442 08 6, MARRIED OUT OF COMMUNITY OF PROPERTY, IN RESPECT OF ERF 101 MOKWALLO, DISTRICT VREDEFORT, PROVINCE FREE STATE WHICH HAS BEEN LOST OR DESTROYED. APPLICANT: D PAADI & ES MOKONE, STAND 101 MOKWALLO, VREDEFORT. xyxy=(798,448,1481,478)
deed-entry: 28. CERTIFICATE OF REGISTERED GRANT OF LEASEHOLD NO. TL2018/1986 PASSED BY NGWATHE LOCAL MUNICIPALITY IN FAVOUR OF ITUMELENG ALFRED SEEKU, DATE OF BIRTH 24 DECEMBER 1941 AND NOMATHAMSANQA ANNA SEEKU, DATE OF BIRTH 1955, MARRIED IN COMMUNITY OF PROPERTY TO EACH OTHER, IN RESPECT OF ERF 3209 TUMAHOLE, DISTRICT PARYS, PROVINCE FREE STATE WHICH HAS BEEN LOST OR DESTROYED. APPLICANT: IA & NA SEEKU, STAND 3209 TUMAHOLE, PARYS. xyxy=(81,1105,764,1135)
deed-entry: 21. DEED OF TRANSFER NO. T16288/2005 PASSED BY NGWATHE LOCAL MUNICIPALITY IN FAVOUR OF MOHOLO ZEPHONIA MATLI, IDENTITY NUMBER 700620 5288 08 1 AND DIKELEKO SONIA MATLI, IDENTITY NUMBER 740714 0475 08 8, MARRIED IN COMMUNITY OF PROPERTY TO EACH OTHER, IN RESPECT OF ERF 4820 KWAKWATSI EXTENSION 3, DISTRICT KOPPIES, PROVINCE FREE STATE WHICH HAS BEEN LOST OR DESTROYED. APPLICANT: MZ & DS MATLI, STAND 4820 KWAKWATSI EXTENSION 3, KOPPIES. xyxy=(81,865,764,894)
deed-entry: 12. DEED OF TRANSFER NO. T31212/2004 PASSED BY NGWATHE LOCAL MUNICIPALITY IN FAVOUR OF MPUKE SAMUEL HLALELE, IDENTITY NUMBER 511103 5408 08 7, UNMARRIED, IN RESPECT OF ERF 1497 NGWATHE EXTENSION 2, DISTRICT KROONSTAD, PROVINCE FREE STATE WHICH HAS BEEN LOST OR DESTROYED. APPLICANT: MS HLALELE, STAND 1497 NGWATHE EXTENSION 2, KROONSTAD. xyxy=(81,552,764,582)
deed-entry: 56. DEED OF TRANSFER NO. TE3221/2012 PASSED BY NGWATHE LOCAL MUNICIPALITY IN FAVOUR OF GALEBOE JACOB TSHEKELI, IDENTITY NUMBER 491228 5477 08 1, UNMARRIED, IN RESPECT OF ERF 411 MOKWALLO, DISTRICT VREDEFORT, PROVINCE FREE STATE WHICH HAS BEEN LOST OR DESTROYED. APPLICANT: GJ TSHEKELI, STAND 411 MOKWALLO, VREDEFORT. xyxy=(798,555,1481,585)
address-line: 121 PRESIDENT REITZ AVENUE xyxy=(798,1574,913,1584)
deed-entry: 68. DEED OF TRANSFER NO. TE15222/1996 PASSED BY NGWATHE LOCAL MUNICIPALITY IN FAVOUR OF NTELE ISHMAEL SETHABELA, IDENTITY NUMBER 540830 5468 08 5, UNMARRIED, IN RESPECT OF ERF 1731 MOKWALLO, DISTRICT VREDEFORT, PROVINCE FREE STATE WHICH HAS BEEN LOST OR DESTROYED. APPLICANT: NI SETHABELA, STAND 1731 MOKWALLO, VREDEFORT. xyxy=(798,975,1481,1004)
address-line: WESTDENE xyxy=(798,1584,842,1594)
deed-list-left xyxy=(81,169,764,1633)
deed-entry: 18. DEED OF TRANSFER NO. T13686/2005 PASSED BY NGWATHE LOCAL MUNICIPALITY IN FAVOUR OF NTHOTO BETTY MOTSOENENG, IDENTITY NUMBER 581021 0463 08 6, IN RESPECT OF ERF 3470 KWAKWATSI EXTENSION 1, DISTRICT KOPPIES, PROVINCE FREE STATE WHICH HAS BEEN LOST OR DESTROYED. APPLICANT: NB MOTSOENENG, STAND 3470 KWAKWATSI EXTENSION 1, KOPPIES. xyxy=(81,757,764,787)
deed-entry: 81. DEED OF TRANSFER NO. T15212/2018 PASSED BY NGWATHE LOCAL MUNICIPALITY IN FAVOUR OF LEHULERE SAMUEL MOSOEU, IDENTITY NUMBER 781221 5596 08 2, UNMARRIED, IN RESPECT OF ERF 3203 MOKWALLO EXTENSION 3, DISTRICT VREDEFORT, PROVINCE FREE STATE WHICH HAS BEEN LOST OR DESTROYED. APPLICANT: LS MOSOEU, STAND 3203 MOKWALLO EXTENSION 3, VREDEFORT. xyxy=(798,1440,1481,1470)
